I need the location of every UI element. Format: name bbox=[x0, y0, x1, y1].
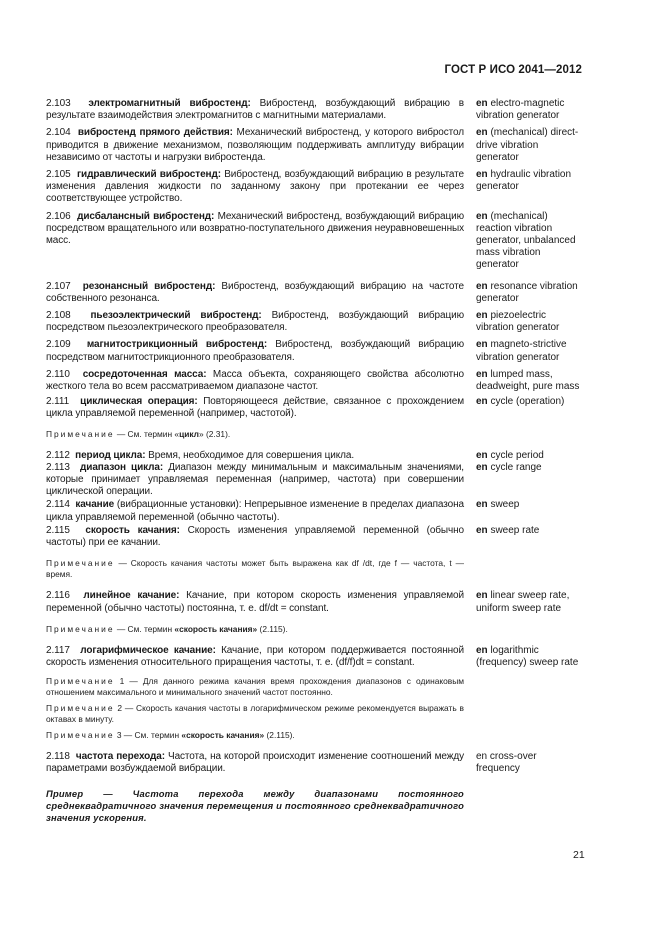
lang-code: en bbox=[476, 339, 488, 351]
term-entry-2-110 bbox=[46, 369, 582, 393]
note-2-117-1: Примечание 1 — Для данного режима качания время прохождения диапазонов с одинаковым отношением максимального и минимального значений частот постоянно. bbox=[46, 676, 465, 698]
term-entry-2-103 bbox=[46, 98, 582, 122]
english-term: cross-over frequency bbox=[476, 751, 537, 775]
lang-code: en bbox=[476, 210, 488, 222]
term-title: частота перехода: bbox=[75, 751, 165, 763]
term-entry-2-114 bbox=[46, 499, 582, 523]
lang-code: en bbox=[476, 524, 488, 536]
term-title: вибростенд прямого действия: bbox=[77, 127, 233, 139]
term-entry-2-108 bbox=[46, 310, 582, 334]
term-number: 2.106 bbox=[46, 210, 71, 222]
term-definition: Масса объекта, сохраняющего свойства абсолютно жесткого тела во всем рассматриваемом диапазоне частот. bbox=[46, 368, 464, 393]
english-term: cycle (operation) bbox=[490, 396, 565, 408]
term-definition: Механический вибростенд, у которого вибростол приводится в движение механизмом, позволяющим поддерживать амплитуду вибрации независимо от частоты и нагрузки вибростенда. bbox=[46, 127, 464, 163]
lang-code: en bbox=[476, 169, 488, 181]
english-term: linear sweep rate, uniform sweep rate bbox=[476, 590, 570, 614]
term-number: 2.108 bbox=[46, 310, 71, 322]
lang-code: en bbox=[476, 461, 488, 473]
term-number: 2.116 bbox=[46, 590, 70, 602]
page-number: 21 bbox=[573, 849, 585, 861]
term-number: 2.111 bbox=[46, 396, 70, 408]
term-definition: Повторяющееся действие, связанное с прохождением цикла управляемой переменной (например, частотой). bbox=[46, 396, 464, 420]
lang-code: en bbox=[476, 127, 488, 139]
term-definition: Вибростенд, возбуждающий вибрацию посредством магнитострикционного преобразователя. bbox=[46, 339, 465, 363]
lang-code: en bbox=[476, 396, 488, 408]
term-title: период цикла: bbox=[75, 449, 146, 461]
english-term: resonance vibration generator bbox=[476, 280, 578, 304]
term-number: 2.104 bbox=[46, 127, 71, 139]
lang-code: en bbox=[476, 590, 488, 602]
term-definition: Скорость изменения управляемой переменной (обычно частоты) при ее качании. bbox=[46, 524, 464, 549]
term-definition: Вибростенд, возбуждающий вибрацию в результате изменения давления жидкости по заданному закону при протекании ее через соответствующее устройство. bbox=[46, 169, 465, 205]
note-2-115: Примечание — Скорость качания частоты может быть выражена как df /dt, где f — частота, t — время. bbox=[46, 558, 464, 580]
english-term: sweep bbox=[490, 499, 520, 511]
term-title: скорость качания: bbox=[85, 524, 180, 536]
english-term: piezoelectric vibration generator bbox=[476, 310, 560, 334]
note-2-111: Примечание — См. термин «цикл» (2.31). bbox=[46, 428, 231, 439]
term-number: 2.113 bbox=[46, 461, 70, 473]
lang-code: en bbox=[476, 280, 488, 292]
term-entry-2-117 bbox=[46, 645, 582, 669]
term-number: 2.112 bbox=[46, 449, 70, 461]
term-entry-2-107 bbox=[46, 281, 582, 305]
note-2-116: Примечание — См. термин «скорость качания» (2.115). bbox=[46, 623, 288, 634]
lang-code: en bbox=[476, 644, 488, 656]
lang-code: en bbox=[476, 449, 488, 461]
term-number: 2.114 bbox=[46, 499, 70, 511]
english-term: hydraulic vibration generator bbox=[476, 169, 572, 193]
term-title: резонансный вибростенд: bbox=[82, 280, 216, 292]
term-title: сосредоточенная масса: bbox=[82, 368, 207, 380]
term-entry-2-118 bbox=[46, 751, 582, 775]
term-entry-2-111 bbox=[46, 396, 582, 420]
note-2-117-3: Примечание 3 — См. термин «скорость качания» (2.115). bbox=[46, 730, 295, 741]
english-term: (mechanical) direct-drive vibration generator bbox=[476, 127, 579, 163]
term-definition: (вибрационные установки): Непрерывное изменение в пределах диапазона цикла управляемой переменной (обычно частоты). bbox=[46, 499, 464, 523]
english-term: cycle period bbox=[490, 449, 544, 461]
term-definition: Вибростенд, возбуждающий вибрацию посредством пьезоэлектрического преобразователя. bbox=[46, 310, 464, 334]
term-number: 2.103 bbox=[46, 98, 71, 109]
term-definition: Качание, при котором скорость изменения управляемой переменной (обычно частоты) постоянна, т. е. df/dt = constant. bbox=[46, 590, 465, 614]
term-definition: Качание, при котором поддерживается постоянной скорость изменения относительного приращения частоты, т. е. (df/f)dt = constant. bbox=[46, 644, 464, 668]
lang-code: en bbox=[476, 98, 488, 109]
term-entry-2-105 bbox=[46, 169, 582, 206]
term-definition: Вибростенд, возбуждающий вибрацию на частоте собственного резонанса. bbox=[46, 280, 464, 304]
term-entry-2-109 bbox=[46, 339, 582, 363]
english-term: (mechanical) reaction vibration generator, unbalanced mass vibration generator bbox=[476, 210, 576, 271]
lang-code: en bbox=[476, 751, 488, 763]
lang-code: en bbox=[476, 499, 488, 511]
term-number: 2.107 bbox=[46, 280, 71, 292]
term-entry-2-112 bbox=[46, 450, 582, 462]
lang-code: en bbox=[476, 310, 488, 322]
term-number: 2.105 bbox=[46, 169, 71, 181]
term-number: 2.117 bbox=[46, 644, 70, 656]
term-title: циклическая операция: bbox=[80, 396, 198, 408]
lang-code: en bbox=[476, 368, 488, 380]
term-title: гидравлический вибростенд: bbox=[76, 169, 221, 181]
term-title: логарифмическое качание: bbox=[80, 644, 216, 656]
english-term: magneto-strictive vibration generator bbox=[476, 339, 567, 363]
term-title: линейное качание: bbox=[83, 590, 180, 602]
english-term: sweep rate bbox=[490, 524, 540, 536]
term-number: 2.118 bbox=[46, 751, 70, 763]
term-entry-2-116 bbox=[46, 590, 582, 614]
example-text: Пример — Частота перехода между диапазонами постоянного среднеквадратичного значения перемещения и постоянного среднеквадратичного значения ускорения. bbox=[46, 787, 464, 823]
term-title: магнитострикционный вибростенд: bbox=[86, 339, 268, 351]
term-definition: Диапазон между минимальным и максимальным значениями, которые принимает управляемая переменная (например, частота) при совершении циклической операции. bbox=[46, 461, 464, 498]
term-definition: Механический вибростенд, возбуждающий вибрацию посредством вращательного или возвратно-поступательного движения неуравновешенных масс. bbox=[46, 210, 464, 247]
term-title: качание bbox=[75, 499, 115, 511]
term-entry-2-104 bbox=[46, 127, 582, 164]
document-header: ГОСТ Р ИСО 2041—2012 bbox=[444, 64, 582, 76]
term-title: электромагнитный вибростенд: bbox=[88, 98, 251, 109]
term-definition: Вибростенд, возбуждающий вибрацию в результате взаимодействия электромагнитов с магнитными материалами. bbox=[46, 98, 464, 122]
note-2-117-2: Примечание 2 — Скорость качания частоты в логарифмическом режиме рекомендуется выражать в октавах в минуту. bbox=[46, 703, 464, 725]
term-number: 2.109 bbox=[46, 339, 71, 351]
term-entry-2-113 bbox=[46, 462, 582, 499]
term-title: пьезоэлектрический вибростенд: bbox=[90, 310, 262, 322]
term-title: дисбалансный вибростенд: bbox=[77, 210, 215, 222]
term-definition: Время, необходимое для совершения цикла. bbox=[148, 449, 355, 461]
term-entry-2-106 bbox=[46, 211, 582, 272]
glossary-content bbox=[46, 98, 582, 824]
term-number: 2.110 bbox=[46, 368, 70, 380]
english-term: lumped mass, deadweight, pure mass bbox=[476, 368, 580, 393]
english-term: electro-magnetic vibration generator bbox=[476, 98, 565, 122]
term-definition: Частота, на которой происходит изменение соотношений между параметрами возбуждаемой вибрации. bbox=[46, 751, 464, 775]
english-term: logarithmic (frequency) sweep rate bbox=[476, 644, 579, 668]
term-entry-2-115 bbox=[46, 525, 582, 549]
term-title: диапазон цикла: bbox=[80, 461, 164, 473]
english-term: cycle range bbox=[490, 461, 542, 473]
term-number: 2.115 bbox=[46, 524, 70, 536]
